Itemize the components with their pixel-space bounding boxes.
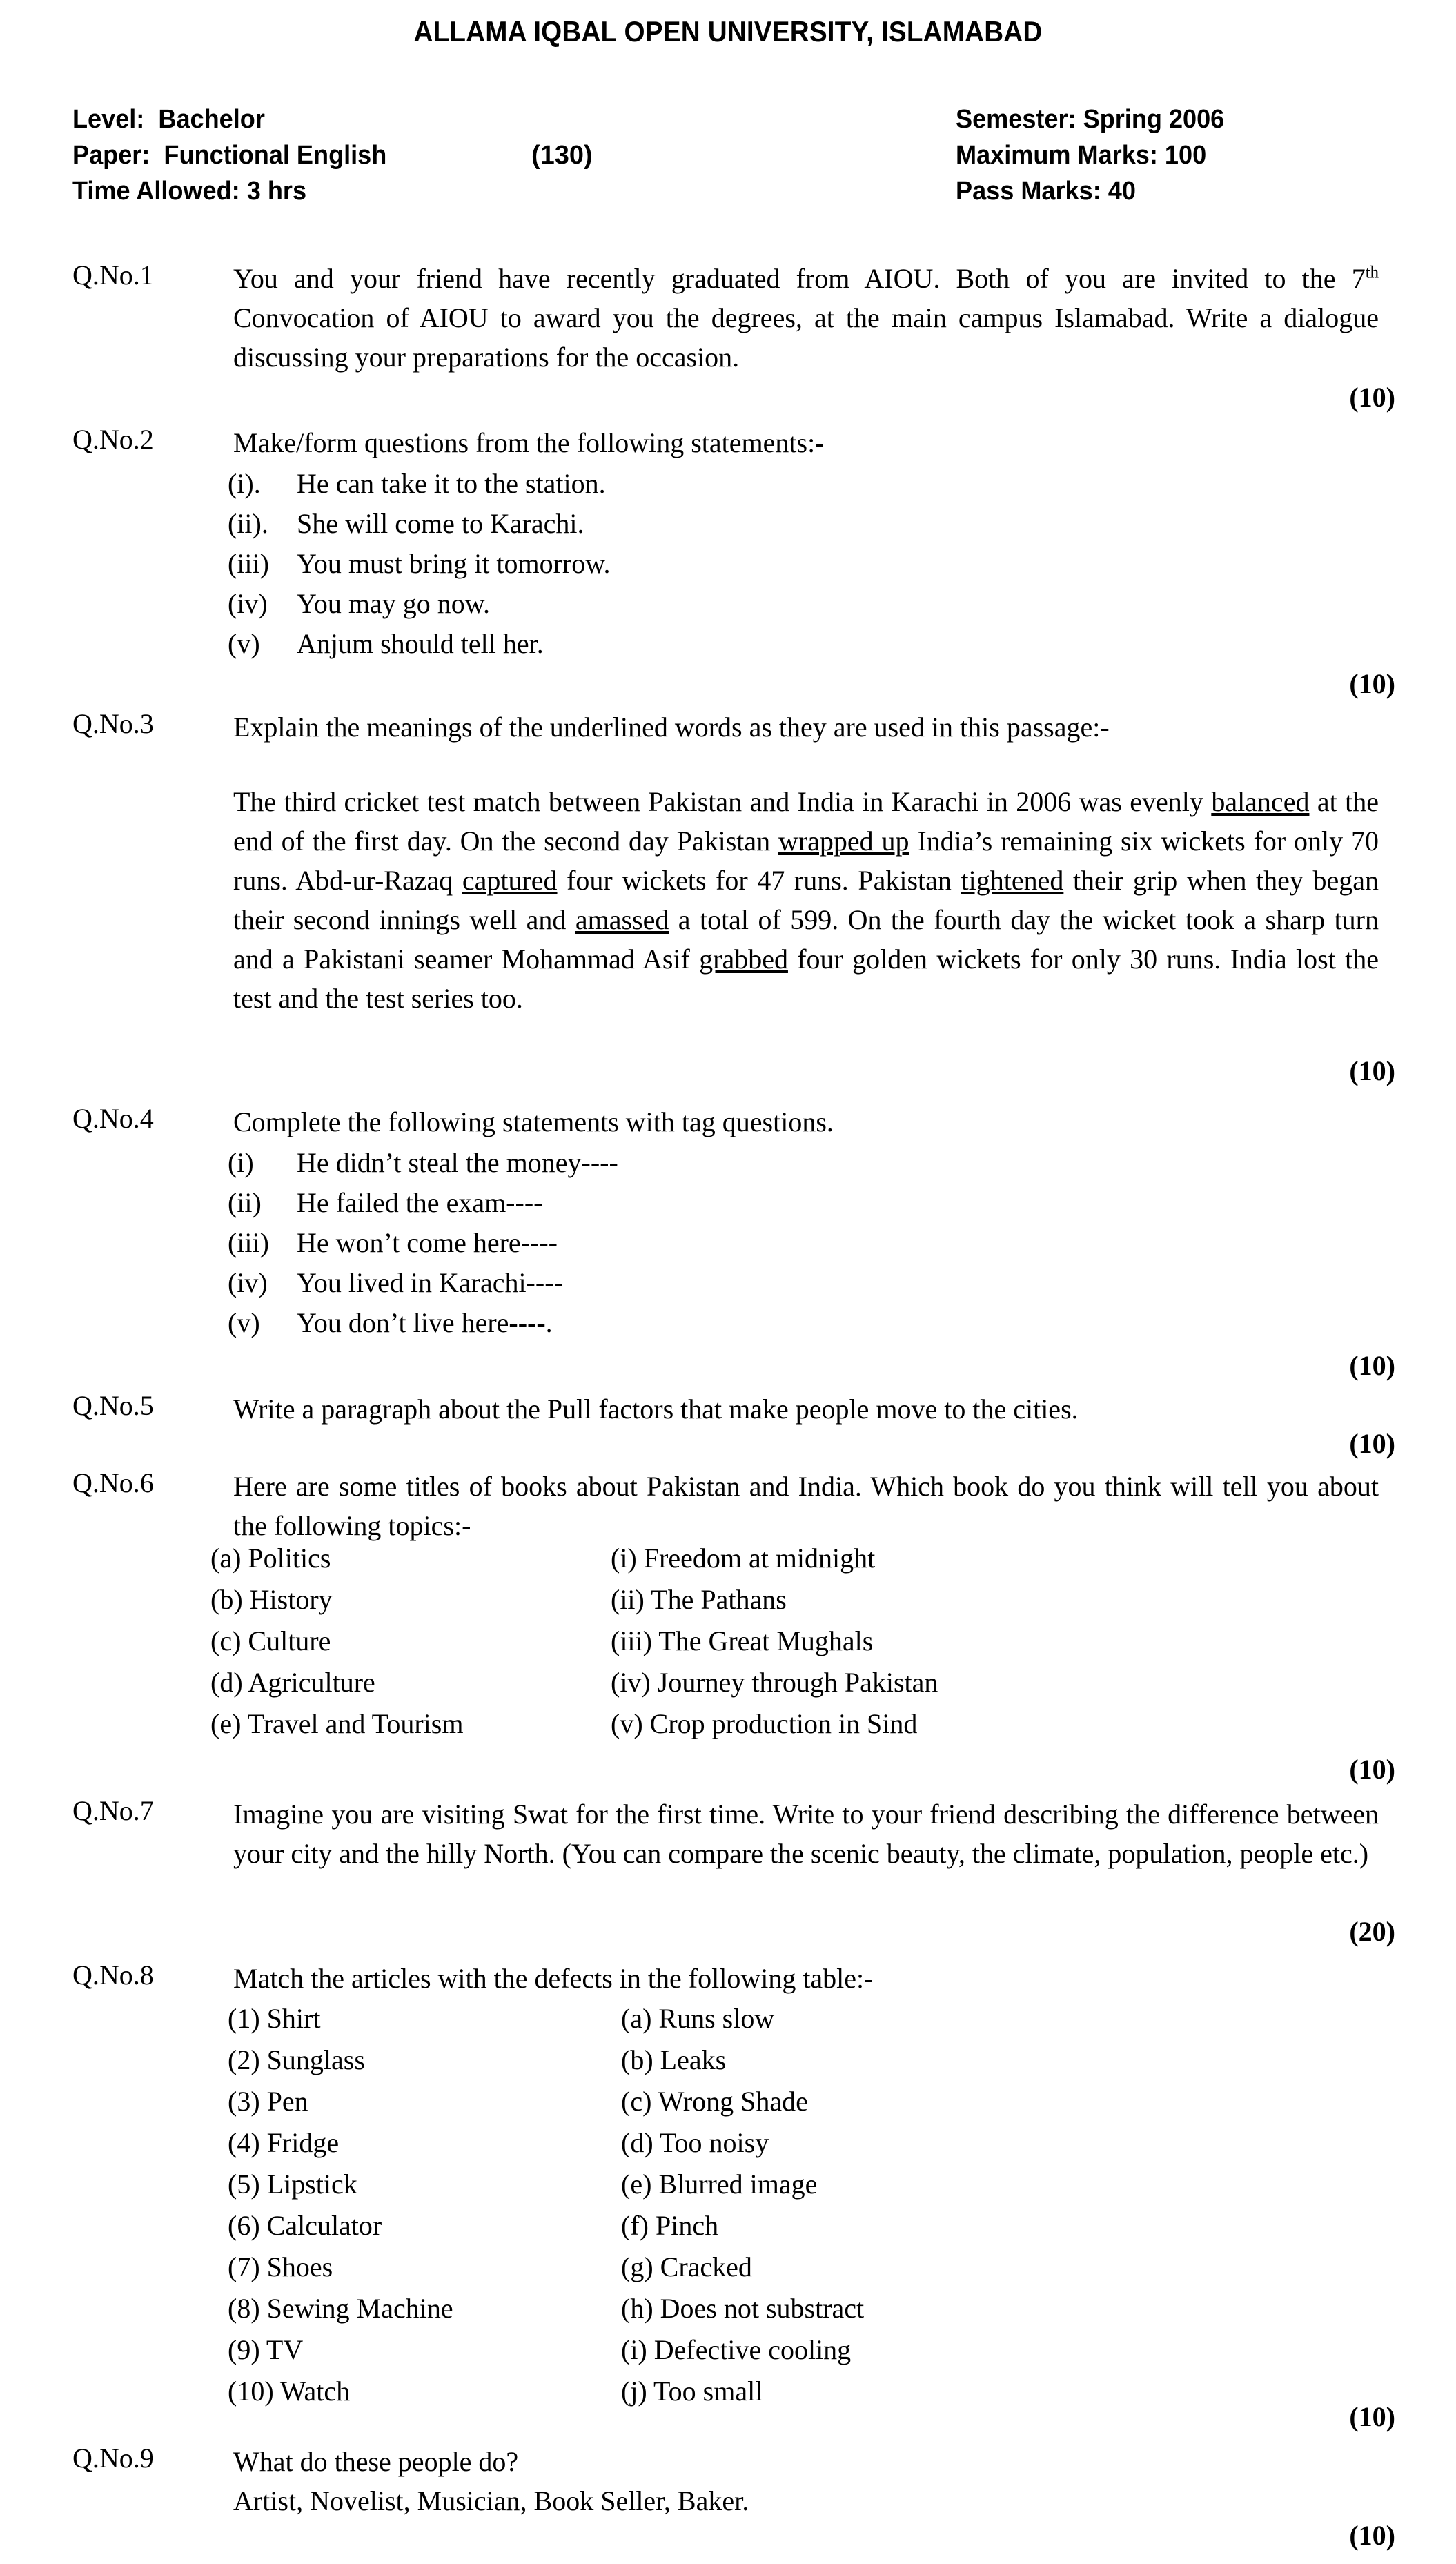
article-cell: (9) TV <box>228 2334 304 2365</box>
question-4-marks: (10) <box>1349 1350 1395 1381</box>
question-1-marks: (10) <box>1349 382 1395 413</box>
question-9-line-2: Artist, Novelist, Musician, Book Seller, Baker. <box>233 2485 749 2516</box>
list-item <box>0 1303 1456 1343</box>
question-4-items <box>0 1143 1456 1343</box>
underlined-word: captured <box>462 865 558 896</box>
table-row <box>0 2164 1456 2205</box>
book-cell: (v) Crop production in Sind <box>611 1708 918 1739</box>
topic-cell: (b) History <box>210 1584 333 1615</box>
passage-paragraph <box>233 782 1379 1018</box>
article-cell: (7) Shoes <box>228 2251 333 2282</box>
meta-row-3 <box>0 177 1456 210</box>
list-item <box>0 544 1456 584</box>
table-row <box>0 2247 1456 2288</box>
item-marker: (i) <box>228 1147 254 1178</box>
table-row <box>0 1662 1456 1703</box>
item-marker: (ii) <box>228 1187 262 1218</box>
question-2-marks: (10) <box>1349 668 1395 699</box>
table-row <box>0 2122 1456 2164</box>
question-1-label: Q.No.1 <box>72 260 154 291</box>
pass-marks-label: Pass Marks: 40 <box>956 177 1136 206</box>
paper-code: (130) <box>531 141 593 170</box>
topic-cell: (e) Travel and Tourism <box>210 1708 464 1739</box>
question-2-text: Make/form questions from the following statements:- <box>233 427 825 458</box>
book-cell: (i) Freedom at midnight <box>611 1543 876 1574</box>
meta-row-1 <box>0 105 1456 138</box>
article-cell: (2) Sunglass <box>228 2044 365 2075</box>
item-text: You may go now. <box>297 588 491 619</box>
item-marker: (iv) <box>228 588 268 619</box>
passage-text: four golden wickets for only 30 runs. India lost the test and the test series too. <box>233 943 1379 1014</box>
underlined-word: grabbed <box>699 943 788 975</box>
question-2-label: Q.No.2 <box>72 424 154 455</box>
question-1-text <box>233 259 1379 377</box>
table-row <box>0 2288 1456 2329</box>
table-row <box>0 1538 1456 1579</box>
table-row <box>0 1579 1456 1621</box>
semester-label: Semester: Spring 2006 <box>956 105 1225 134</box>
question-8-marks: (10) <box>1349 2401 1395 2432</box>
defect-cell: (i) Defective cooling <box>621 2334 852 2365</box>
table-row <box>0 2081 1456 2122</box>
item-text: He failed the exam---- <box>297 1187 543 1218</box>
table-row <box>0 1998 1456 2039</box>
ordinal-superscript: th <box>1365 263 1379 282</box>
item-text: You must bring it tomorrow. <box>297 548 611 579</box>
paper-label: Paper: Functional English <box>72 141 387 170</box>
table-row <box>0 1621 1456 1662</box>
question-8-table <box>0 1998 1456 2412</box>
table-row <box>0 2371 1456 2412</box>
article-cell: (5) Lipstick <box>228 2169 357 2200</box>
list-item <box>0 1183 1456 1223</box>
passage-text: a total of 599. On the fourth day the wicket took a sharp turn and a Pakistani seamer Mohammad Asif <box>233 904 1379 975</box>
topic-cell: (a) Politics <box>210 1543 331 1574</box>
article-cell: (8) Sewing Machine <box>228 2293 453 2324</box>
defect-cell: (f) Pinch <box>621 2210 719 2241</box>
defect-cell: (c) Wrong Shade <box>621 2086 808 2117</box>
item-marker: (iv) <box>228 1267 268 1298</box>
question-6-table <box>0 1538 1456 1745</box>
item-marker: (i). <box>228 468 261 499</box>
list-item <box>0 464 1456 504</box>
item-marker: (iii) <box>228 548 269 579</box>
topic-cell: (d) Agriculture <box>210 1667 375 1698</box>
question-1-text-part1: You and your friend have recently graduated from AIOU. Both of you are invited to the 7 <box>233 263 1366 294</box>
question-4-text: Complete the following statements with tag questions. <box>233 1106 834 1137</box>
underlined-word: balanced <box>1211 786 1310 817</box>
question-2-items <box>0 464 1456 664</box>
underlined-word: wrapped up <box>778 825 909 857</box>
passage-text: their grip when they began their second innings well and <box>233 865 1379 935</box>
list-item <box>0 584 1456 624</box>
level-label: Level: Bachelor <box>72 105 265 134</box>
defect-cell: (a) Runs slow <box>621 2003 775 2034</box>
list-item <box>0 624 1456 664</box>
passage-text: The third cricket test match between Pakistan and India in Karachi in 2006 was evenly <box>233 786 1212 817</box>
meta-row-2 <box>0 141 1456 174</box>
passage-text: at the end of the first day. On the second day Pakistan <box>233 786 1379 857</box>
item-marker: (v) <box>228 628 260 659</box>
article-cell: (3) Pen <box>228 2086 308 2117</box>
article-cell: (6) Calculator <box>228 2210 382 2241</box>
question-3-text: Explain the meanings of the underlined words as they are used in this passage:- <box>233 712 1110 743</box>
item-text: Anjum should tell her. <box>297 628 544 659</box>
question-8-text: Match the articles with the defects in the following table:- <box>233 1963 874 1994</box>
question-3-passage <box>233 782 1379 1018</box>
item-text: He can take it to the station. <box>297 468 606 499</box>
defect-cell: (b) Leaks <box>621 2044 727 2075</box>
passage-text: India’s remaining six wickets for only 70 runs. Abd-ur-Razaq <box>233 825 1379 896</box>
item-marker: (iii) <box>228 1227 269 1258</box>
topic-cell: (c) Culture <box>210 1625 331 1656</box>
maximum-marks-label: Maximum Marks: 100 <box>956 141 1207 170</box>
question-5-text: Write a paragraph about the Pull factors that make people move to the cities. <box>233 1393 1079 1425</box>
table-row <box>0 1703 1456 1745</box>
defect-cell: (d) Too noisy <box>621 2127 769 2158</box>
item-marker: (v) <box>228 1307 260 1338</box>
item-marker: (ii). <box>228 508 268 539</box>
defect-cell: (e) Blurred image <box>621 2169 818 2200</box>
item-text: You don’t live here----. <box>297 1307 553 1338</box>
question-1-text-part2: Convocation of AIOU to award you the degrees, at the main campus Islamabad. Write a dialogue discussing your preparations for the occasion. <box>233 302 1379 373</box>
question-7-label: Q.No.7 <box>72 1795 154 1826</box>
question-8-label: Q.No.8 <box>72 1959 154 1990</box>
question-4-label: Q.No.4 <box>72 1103 154 1134</box>
time-allowed-label: Time Allowed: 3 hrs <box>72 177 307 206</box>
exam-meta-block <box>0 105 1456 215</box>
question-9-line-1: What do these people do? <box>233 2446 519 2477</box>
question-9-label: Q.No.9 <box>72 2443 154 2474</box>
list-item <box>0 1223 1456 1263</box>
underlined-word: tightened <box>961 865 1064 896</box>
question-9-text <box>233 2442 1379 2521</box>
article-cell: (4) Fridge <box>228 2127 340 2158</box>
question-7-text: Imagine you are visiting Swat for the first time. Write to your friend describing the difference between your city and the hilly North. (You can compare the scenic beauty, the climate, population, people etc.) <box>233 1799 1379 1869</box>
question-6-text: Here are some titles of books about Pakistan and India. Which book do you think will tell you about the following topics:- <box>233 1471 1379 1541</box>
page-title: ALLAMA IQBAL OPEN UNIVERSITY, ISLAMABAD <box>413 15 1043 48</box>
table-row <box>0 2329 1456 2371</box>
underlined-word: amassed <box>575 904 669 935</box>
list-item <box>0 1263 1456 1303</box>
defect-cell: (g) Cracked <box>621 2251 752 2282</box>
question-7-marks: (20) <box>1349 1916 1395 1947</box>
article-cell: (10) Watch <box>228 2376 351 2407</box>
table-row <box>0 2039 1456 2081</box>
table-row <box>0 2205 1456 2247</box>
question-5-marks: (10) <box>1349 1428 1395 1459</box>
item-text: He didn’t steal the money---- <box>297 1147 618 1178</box>
item-text: She will come to Karachi. <box>297 508 584 539</box>
book-cell: (iii) The Great Mughals <box>611 1625 874 1656</box>
question-3-label: Q.No.3 <box>72 708 154 739</box>
item-text: You lived in Karachi---- <box>297 1267 563 1298</box>
book-cell: (iv) Journey through Pakistan <box>611 1667 938 1698</box>
list-item <box>0 1143 1456 1183</box>
article-cell: (1) Shirt <box>228 2003 321 2034</box>
item-text: He won’t come here---- <box>297 1227 558 1258</box>
book-cell: (ii) The Pathans <box>611 1584 787 1615</box>
question-6-marks: (10) <box>1349 1754 1395 1785</box>
question-3-marks: (10) <box>1349 1055 1395 1086</box>
question-5-label: Q.No.5 <box>72 1390 154 1421</box>
passage-text: four wickets for 47 runs. Pakistan <box>557 865 961 896</box>
defect-cell: (j) Too small <box>621 2376 763 2407</box>
defect-cell: (h) Does not substract <box>621 2293 865 2324</box>
question-9-marks: (10) <box>1349 2520 1395 2551</box>
list-item <box>0 504 1456 544</box>
question-6-label: Q.No.6 <box>72 1467 154 1498</box>
